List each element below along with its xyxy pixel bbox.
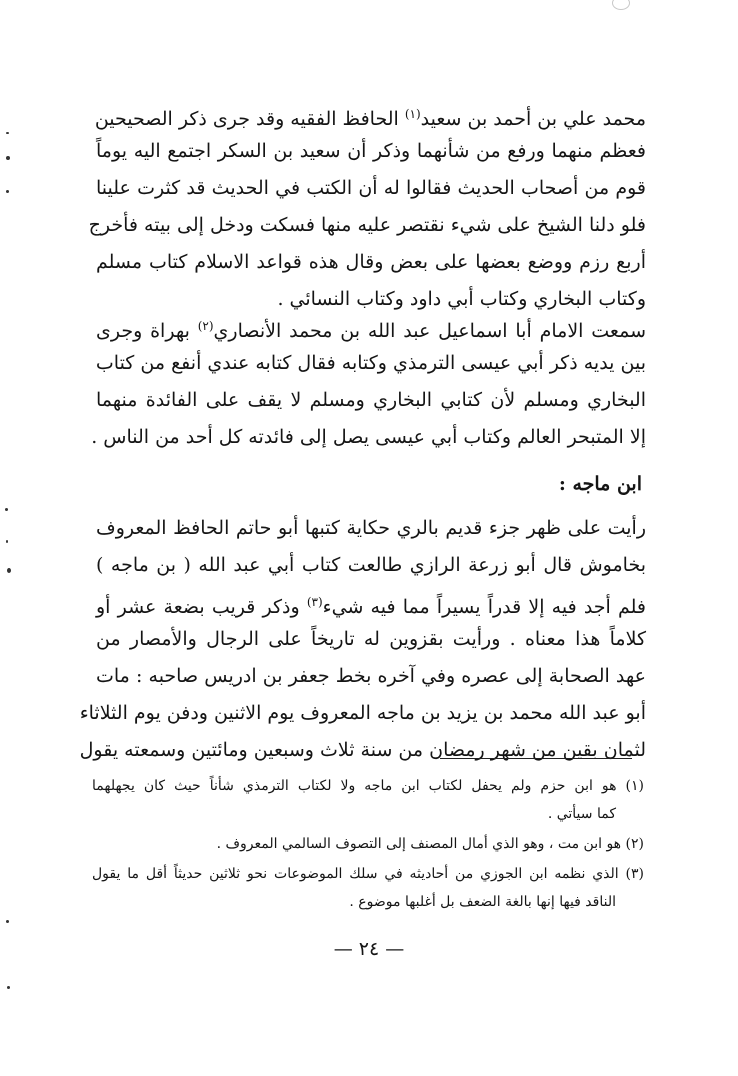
text-line: أبو عبد الله محمد بن يزيد بن ماجه المعروف يوم الاثنين ودفن يوم الثلاثاء bbox=[79, 702, 646, 724]
paragraph-ibn-majah bbox=[79, 510, 646, 769]
text-line: وكتاب البخاري وكتاب أبي داود وكتاب النسائي . bbox=[277, 288, 646, 310]
text-line: بين يديه ذكر أبي عيسى الترمذي وكتابه فقال كتابه عندي أنفع من كتاب bbox=[95, 352, 646, 374]
text-line: أربع رزم ووضع بعضها على بعض وقال هذه قواعد الاسلام كتاب مسلم bbox=[96, 251, 647, 273]
footnote-ref-1[interactable]: (١) bbox=[404, 107, 421, 121]
text-segment: فلم أجد فيه إلا قدراً يسيراً مما فيه شيء bbox=[322, 596, 646, 618]
paragraph-muhammad-ibn-said bbox=[88, 96, 647, 318]
footnote-text: هو ابن مت ، وهو الذي أمال المصنف إلى التصوف السالمي المعروف . bbox=[216, 836, 622, 852]
section-heading-ibn-majah: ابن ماجه : bbox=[558, 473, 642, 495]
text-line: عهد الصحابة إلى عصره وفي آخره بخط جعفر بن ادريس صاحبه : مات bbox=[96, 665, 646, 687]
footnote-ref-2[interactable]: (٢) bbox=[197, 319, 214, 333]
footnote-line: كما سيأتي . bbox=[547, 806, 616, 822]
footnote-3 bbox=[92, 860, 644, 916]
page-number: — ٢٤ — bbox=[333, 938, 405, 960]
scan-speck bbox=[6, 540, 8, 543]
scan-speck bbox=[6, 190, 9, 193]
footnote-1 bbox=[92, 772, 644, 828]
scan-speck bbox=[7, 986, 10, 989]
footnote-line bbox=[92, 860, 644, 888]
text-segment: محمد علي بن أحمد بن سعيد bbox=[420, 108, 646, 130]
text-segment: وذكر قريب بضعة عشر أو bbox=[96, 596, 307, 618]
scan-speck bbox=[7, 568, 11, 573]
text-line: بخاموش قال أبو زرعة الرازي طالعت كتاب أبي عبد الله ( بن ماجه ) bbox=[96, 554, 646, 576]
footnote-2 bbox=[92, 830, 644, 858]
text-line: قوم من أصحاب الحديث فقالوا له أن الكتب في الحديث قد كثرت علينا bbox=[96, 177, 646, 199]
text-segment: بهراة وجرى bbox=[96, 320, 198, 342]
scan-speck bbox=[6, 132, 9, 134]
text-line bbox=[96, 584, 646, 621]
corner-mark bbox=[612, 0, 630, 10]
footnote-text: هو ابن حزم ولم يحفل لكتاب ابن ماجه ولا لكتاب الترمذي شأناً حيث كان يجهلهما bbox=[92, 778, 617, 794]
text-line: إلا المتبحر العالم وكتاب أبي عيسى يصل إلى فائدته كل أحد من الناس . bbox=[91, 426, 646, 448]
text-line bbox=[96, 96, 646, 133]
footnote-line: الناقد فيها إنها بالغة الضعف بل أغلبها موضوع . bbox=[349, 894, 616, 910]
footnote-marker: (٢) bbox=[625, 836, 644, 852]
scan-speck bbox=[6, 156, 10, 160]
text-line: البخاري ومسلم لأن كتابي البخاري ومسلم لا يقف على الفائدة منهما bbox=[96, 389, 646, 411]
footnote-divider bbox=[440, 758, 632, 759]
scan-speck bbox=[6, 920, 9, 923]
footnote-line bbox=[92, 772, 644, 800]
footnote-marker: (١) bbox=[625, 778, 645, 794]
text-line: رأيت على ظهر جزء قديم بالري حكاية كتبها أبو حاتم الحافظ المعروف bbox=[96, 517, 646, 539]
footnote-ref-3[interactable]: (٣) bbox=[306, 595, 323, 609]
footnote-text: الذي نظمه ابن الجوزي من أحاديثه في سلك الموضوعات نحو ثلاثين حديثاً أقل ما يقول bbox=[92, 866, 619, 882]
text-line: فلو دلنا الشيخ على شيء نقتصر عليه منها فسكت ودخل إلى بيته فأخرج bbox=[88, 214, 646, 236]
paragraph-ansari bbox=[91, 308, 646, 456]
text-line: فعظم منهما ورفع من شأنهما وذكر أن سعيد بن السكر اجتمع اليه يوماً bbox=[96, 140, 646, 162]
scan-speck bbox=[5, 508, 8, 511]
text-line: لثمان بقين من شهر رمضان من سنة ثلاث وسبعين ومائتين وسمعته يقول bbox=[79, 739, 646, 761]
text-line: كلاماً هذا معناه . ورأيت بقزوين له تاريخاً على الرجال والأمصار من bbox=[96, 628, 646, 650]
text-segment: الحافظ الفقيه وقد جرى ذكر الصحيحين bbox=[94, 108, 405, 130]
text-line bbox=[96, 308, 646, 345]
footnote-marker: (٣) bbox=[625, 866, 644, 882]
footnote-line bbox=[92, 830, 644, 858]
text-segment: سمعت الامام أبا اسماعيل عبد الله بن محمد الأنصاري bbox=[213, 320, 646, 342]
